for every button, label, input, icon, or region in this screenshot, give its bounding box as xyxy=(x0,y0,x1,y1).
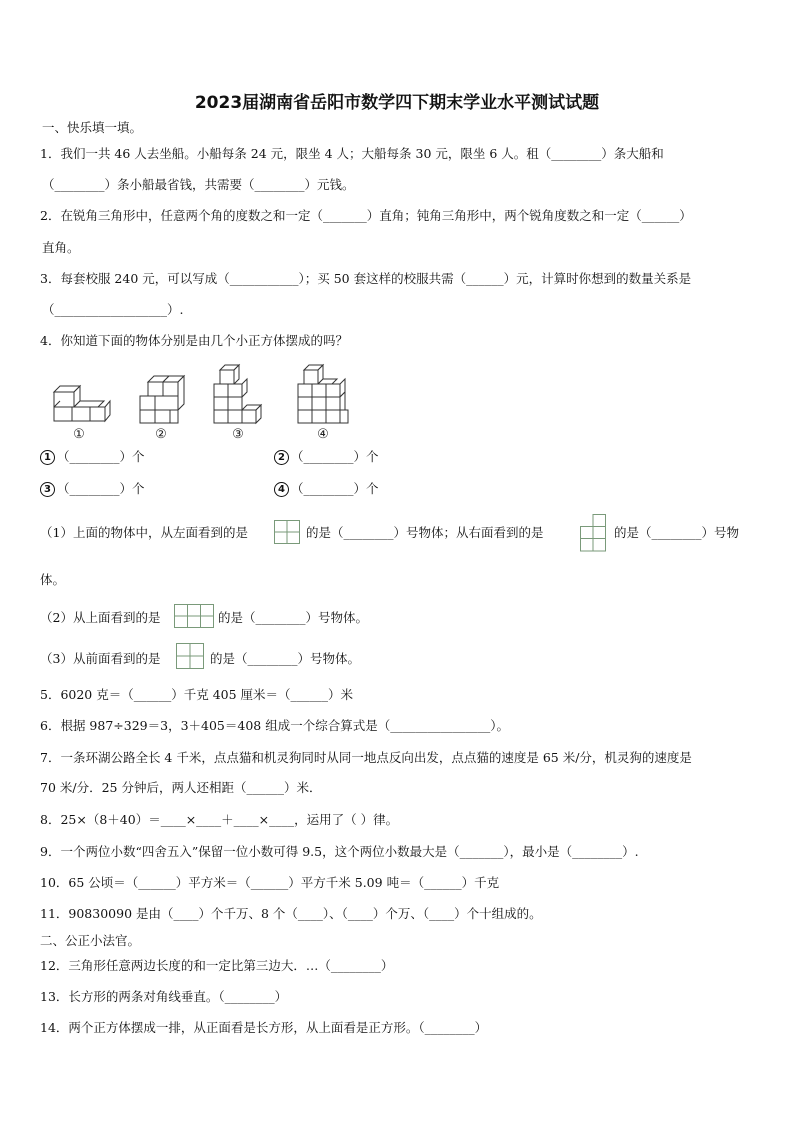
sub-question-3-part-1: （3）从前面看到的是 xyxy=(40,651,161,666)
question-1-line-2: （________）条小船最省钱，共需要（________）元钱。 xyxy=(42,177,355,192)
question-1-line-1: 1．我们一共 46 人去坐船。小船每条 24 元，限坐 4 人；大船每条 30 元，限坐 6 人。租（________）条大船和 xyxy=(40,146,664,161)
cube-figure-3 xyxy=(214,365,261,423)
question-7-line-2: 70 米/分．25 分钟后，两人还相距（______）米． xyxy=(40,780,322,795)
answer-option-2-text: （________）个 xyxy=(291,449,379,464)
answer-option-4-text: （________）个 xyxy=(291,481,379,496)
figure-label-3: ③ xyxy=(232,427,244,442)
question-12: 12．三角形任意两边长度的和一定比第三边大．…（________） xyxy=(40,958,394,973)
answer-option-2 xyxy=(274,447,379,465)
section-heading-2: 二、公正小法官。 xyxy=(40,933,141,948)
left-view-grid-icon xyxy=(274,520,300,544)
question-6: 6．根据 987÷329＝3，3＋405＝408 组成一个综合算式是（________________）。 xyxy=(40,718,509,733)
question-7-line-1: 7．一条环湖公路全长 4 千米，点点猫和机灵狗同时从同一地点反向出发，点点猫的速度是 65 米/分，机灵狗的速度是 xyxy=(40,750,692,765)
question-14: 14．两个正方体摆成一排，从正面看是长方形，从上面看是正方形。（________） xyxy=(40,1020,488,1035)
question-3-line-1: 3．每套校服 240 元，可以写成（___________）；买 50 套这样的校服共需（______）元，计算时你想到的数量关系是 xyxy=(40,271,692,286)
cube-figure-1 xyxy=(54,386,110,421)
circled-number-4-icon: 4 xyxy=(274,482,289,497)
question-10: 10．65 公顷＝（______）平方米＝（______）平方千米 5.09 吨＝（______）千克 xyxy=(40,875,500,890)
cube-figures xyxy=(48,360,368,442)
sub-question-1-part-4: 体。 xyxy=(40,572,66,587)
answer-option-4 xyxy=(274,479,379,497)
page-title: 2023届湖南省岳阳市数学四下期末学业水平测试试题 xyxy=(194,93,600,113)
question-13: 13．长方形的两条对角线垂直。（________） xyxy=(40,989,288,1004)
answer-option-1 xyxy=(40,447,145,465)
question-9: 9．一个两位小数“四舍五入”保留一位小数可得 9.5，这个两位小数最大是（_______），最小是（________）. xyxy=(40,844,639,859)
top-view-grid-icon xyxy=(174,604,214,628)
circled-number-3-icon: 3 xyxy=(40,482,55,497)
section-heading-1: 一、快乐填一填。 xyxy=(42,120,143,135)
figure-label-2: ② xyxy=(155,427,167,442)
front-view-grid-icon xyxy=(176,643,204,669)
sub-question-1-part-1: （1）上面的物体中，从左面看到的是 xyxy=(40,525,248,540)
sub-question-3-part-2: 的是（________）号物体。 xyxy=(210,651,361,666)
question-5: 5．6020 克＝（______）千克 405 厘米＝（______）米 xyxy=(40,687,354,702)
figure-label-4: ④ xyxy=(317,427,329,442)
answer-option-3-text: （________）个 xyxy=(57,481,145,496)
circled-number-2-icon: 2 xyxy=(274,450,289,465)
answer-option-1-text: （________）个 xyxy=(57,449,145,464)
question-11: 11．90830090 是由（____）个千万、8 个（____）、（____）个万、（____）个十组成的。 xyxy=(40,906,542,921)
figure-label-1: ① xyxy=(73,427,85,442)
question-8: 8．25×（8＋40）＝____×____＋____×____，运用了（ ）律。 xyxy=(40,812,399,827)
question-4: 4．你知道下面的物体分别是由几个小正方体摆成的吗？ xyxy=(40,333,348,348)
sub-question-2-part-2: 的是（________）号物体。 xyxy=(218,610,369,625)
sub-question-2-part-1: （2）从上面看到的是 xyxy=(40,610,161,625)
question-2-line-2: 直角。 xyxy=(42,240,80,255)
cube-figure-4 xyxy=(298,365,348,423)
sub-question-1-part-3: 的是（________）号物 xyxy=(614,525,740,540)
cube-figure-2 xyxy=(140,376,184,423)
right-view-grid-icon xyxy=(580,514,606,552)
answer-option-3 xyxy=(40,479,145,497)
sub-question-1-part-2: 的是（________）号物体；从右面看到的是 xyxy=(306,525,544,540)
question-3-line-2: （__________________）. xyxy=(42,302,184,317)
circled-number-1-icon: 1 xyxy=(40,450,55,465)
question-2-line-1: 2．在锐角三角形中，任意两个角的度数之和一定（_______）直角；钝角三角形中，两个锐角度数之和一定（______） xyxy=(40,208,692,223)
